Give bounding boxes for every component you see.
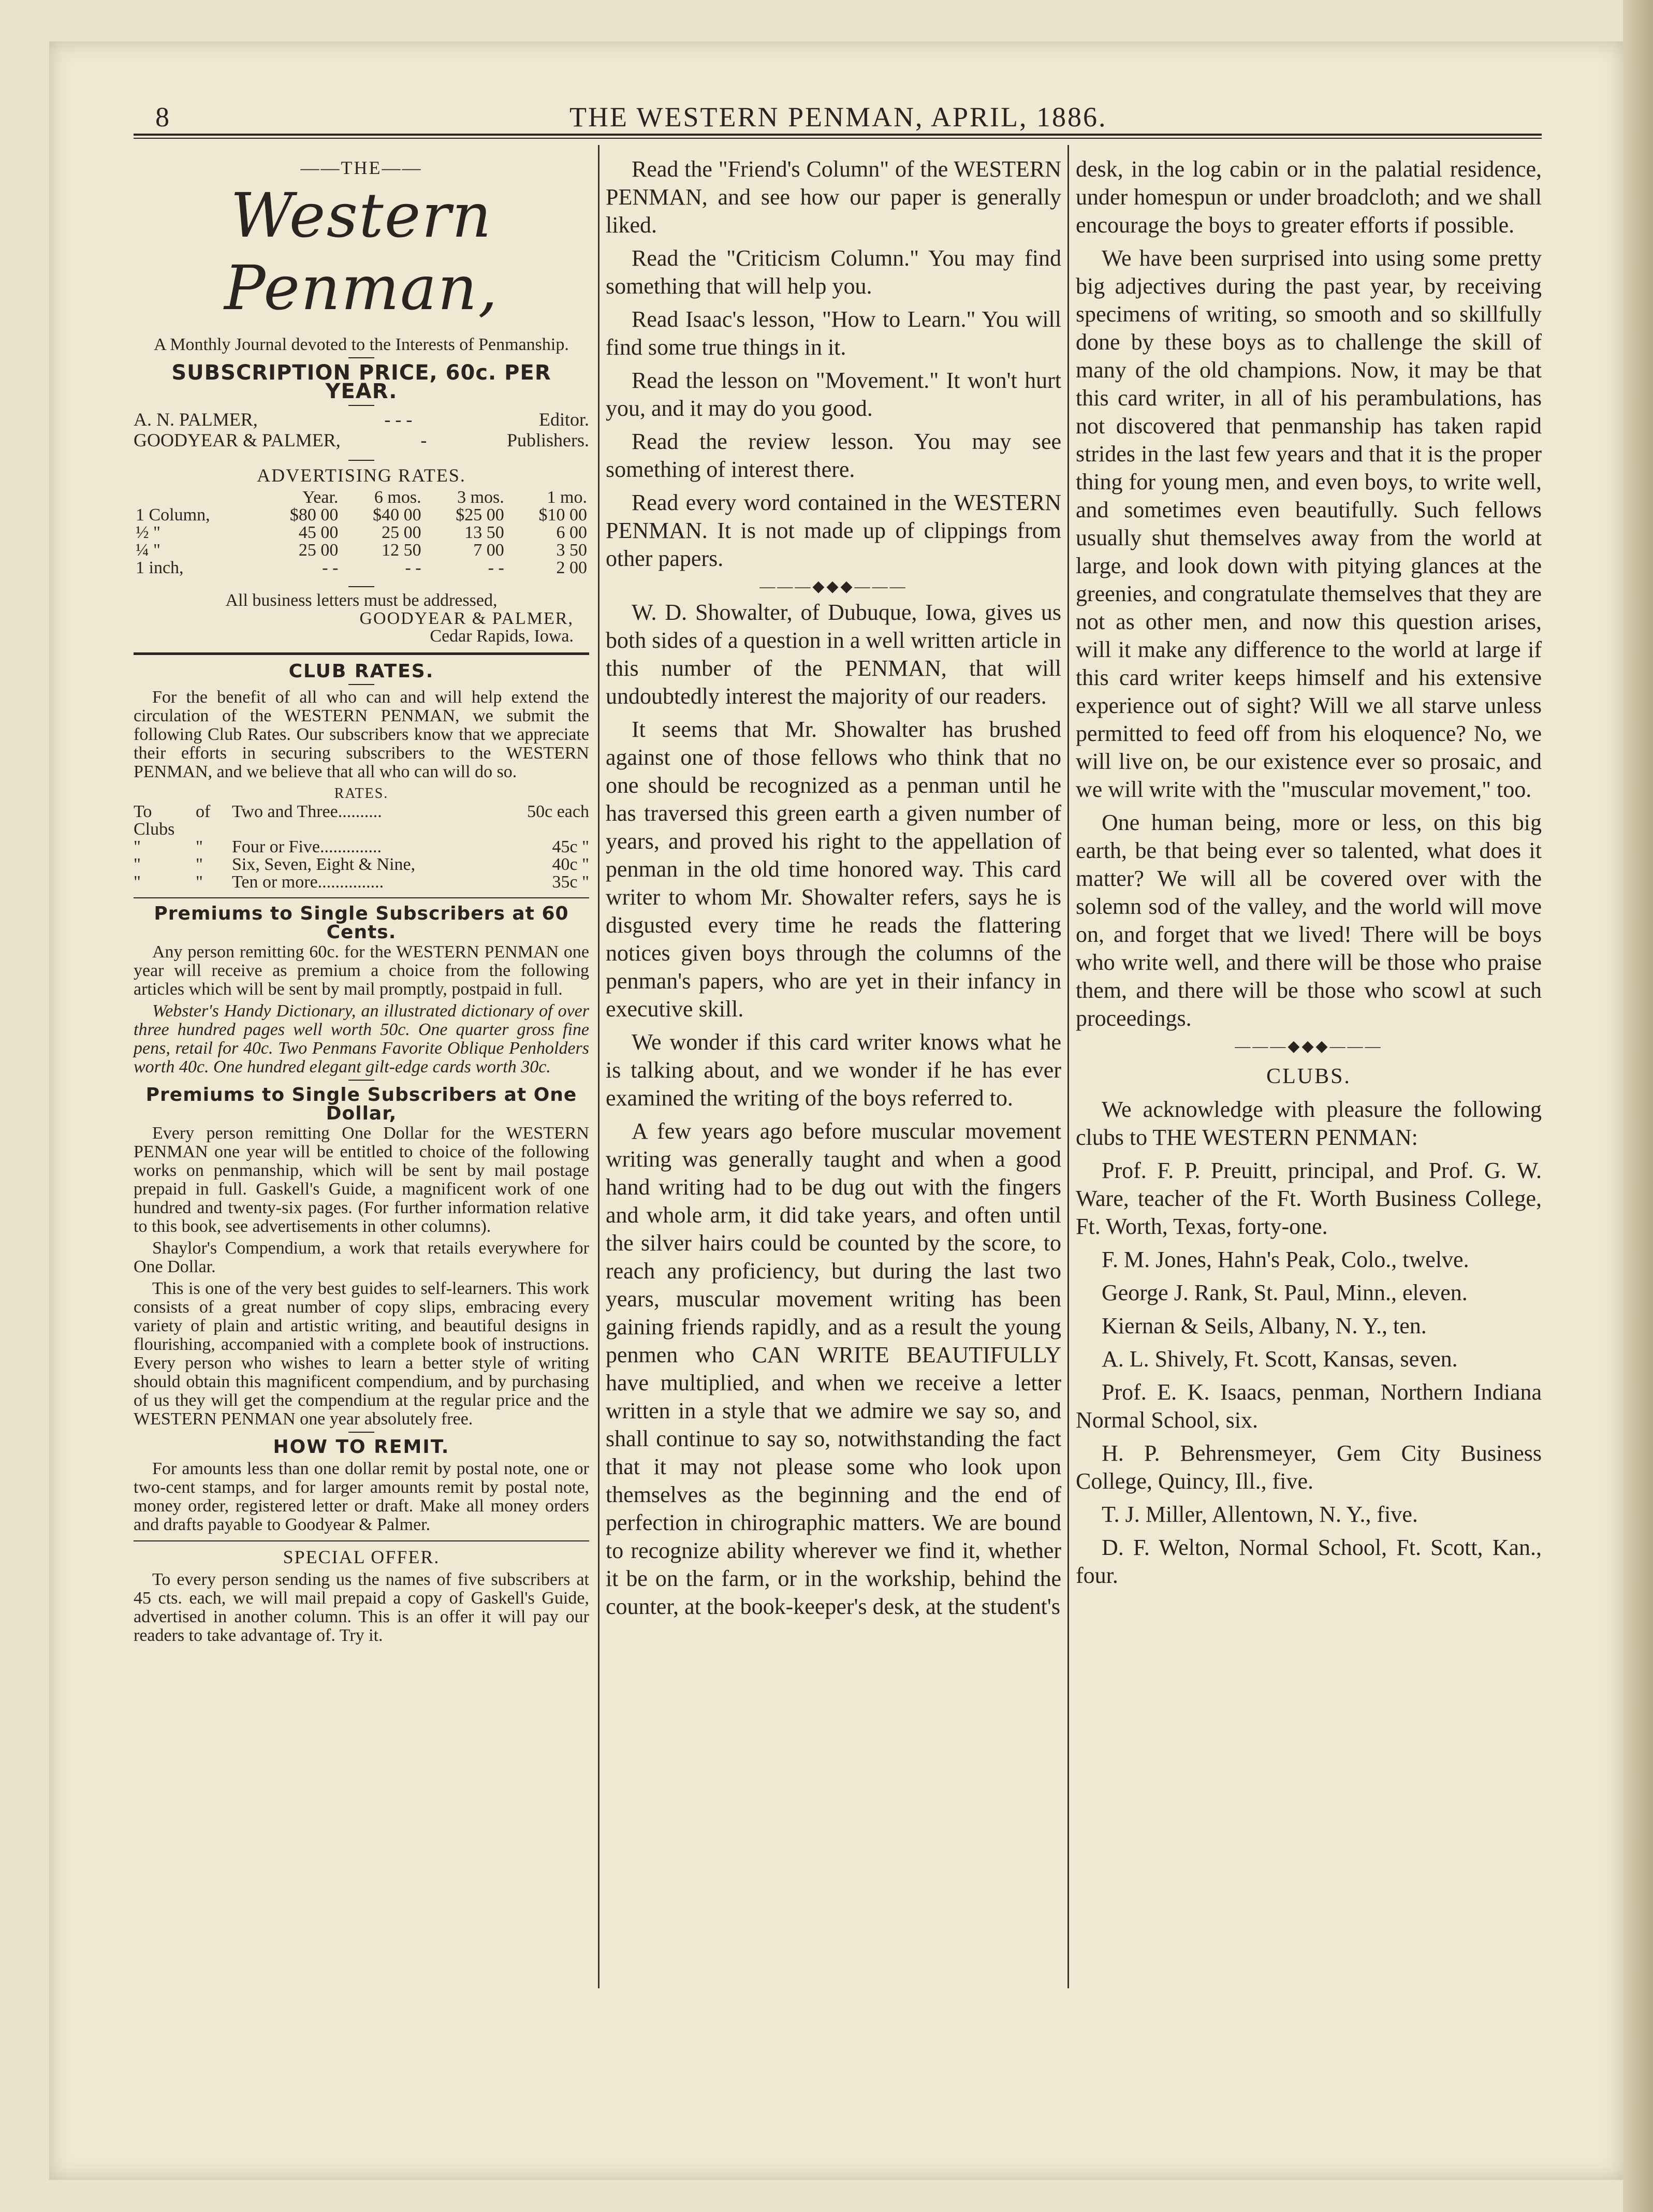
table-cell bbox=[134, 489, 257, 506]
list-item: D. F. Welton, Normal School, Ft. Scott, Kan., four. bbox=[1076, 1535, 1542, 1588]
subscription-price: SUBSCRIPTION PRICE, 60c. PER YEAR. bbox=[171, 361, 551, 403]
publisher-role: Publishers. bbox=[506, 430, 589, 450]
table-row bbox=[134, 489, 589, 506]
premiums-dollar-compendium: Shaylor's Compendium, a work that retails everywhere for One Dollar. bbox=[134, 1239, 589, 1276]
clubs-title: CLUBS. bbox=[1266, 1065, 1351, 1088]
paragraph: Read Isaac's lesson, "How to Learn." You will find some true things in it. bbox=[606, 307, 1061, 360]
list-item bbox=[134, 856, 589, 874]
list-item: Prof. F. P. Preuitt, principal, and Prof. G. W. Ware, teacher of the Ft. Worth Business College, Ft. Worth, Texas, forty-one. bbox=[1076, 1158, 1542, 1239]
table-cell: 12 50 bbox=[382, 541, 421, 560]
column-editorial-continued bbox=[1076, 155, 1542, 1595]
table-cell: 2 00 bbox=[556, 558, 587, 577]
paragraph: We wonder if this card writer knows what he is talking about, and we wonder if he has ever examined the writing of the boys referred to. bbox=[606, 1029, 1061, 1111]
tagline: A Monthly Journal devoted to the Interests of Penmanship. bbox=[154, 335, 569, 354]
header-rule bbox=[134, 134, 1542, 136]
club-row-count: Six, Seven, Eight & Nine, bbox=[232, 855, 416, 874]
page-edge-shadow bbox=[1623, 0, 1653, 2212]
list-item: H. P. Behrensmeyer, Gem City Business College, Quincy, Ill., five. bbox=[1076, 1440, 1542, 1494]
special-offer-text: To every person sending us the names of five subscribers at 45 cts. each, we will mail prepaid a copy of Gaskell's Guide, advertised in another column. This is an offer it will pay our readers to take advantage of. Try it. bbox=[134, 1570, 589, 1645]
address-line-2: GOODYEAR & PALMER, bbox=[359, 609, 574, 628]
paragraph: Read the review lesson. You may see something of interest there. bbox=[606, 429, 1061, 482]
club-row-label: " bbox=[134, 872, 141, 892]
table-cell: ¼ " bbox=[136, 541, 160, 560]
ornament-divider: ———◆◆◆——— bbox=[1235, 1038, 1383, 1055]
table-cell: 1 mo. bbox=[547, 488, 587, 507]
editor-dashes: - - - bbox=[384, 409, 413, 430]
paragraph: One human being, more or less, on this big earth, be that being ever so talented, what does it matter? We will all be covered over with the solemn sod of the valley, and the world will move on, and forget that we lived! There will be boys who write well, and there will be those who praise them, and there will be those who scowl at such proceedings. bbox=[1076, 810, 1542, 1031]
paragraph: desk, in the log cabin or in the palatial residence, under homespun or under broadcloth; and we shall encourage the boys to greater efforts if possible. bbox=[1076, 156, 1542, 238]
table-cell: 25 00 bbox=[382, 523, 421, 542]
publisher-name: GOODYEAR & PALMER, bbox=[134, 430, 341, 450]
ornament-divider: ———◆◆◆——— bbox=[759, 578, 908, 595]
table-cell: - - bbox=[322, 558, 339, 577]
table-cell: 6 00 bbox=[556, 523, 587, 542]
list-item bbox=[134, 803, 589, 838]
editor-name: A. N. PALMER, bbox=[134, 409, 258, 430]
section-rule bbox=[134, 652, 589, 655]
table-cell: 6 mos. bbox=[374, 488, 421, 507]
list-item bbox=[134, 874, 589, 891]
address-line-3: Cedar Rapids, Iowa. bbox=[430, 627, 574, 646]
column-masthead bbox=[134, 155, 589, 1648]
list-item: A. L. Shively, Ft. Scott, Kansas, seven. bbox=[1102, 1346, 1458, 1372]
special-offer-title: SPECIAL OFFER. bbox=[283, 1547, 440, 1567]
club-row-count: Ten or more............... bbox=[232, 872, 384, 892]
list-item: T. J. Miller, Allentown, N. Y., five. bbox=[1102, 1502, 1418, 1527]
list-item bbox=[134, 838, 589, 856]
short-dash bbox=[348, 586, 374, 587]
paragraph: A few years ago before muscular movement writing was generally taught and when a good hand writing had to be dug out with the fingers and whole arm, it did take years, and often until the silver hairs could be counted by the score, to reach any proficiency, but during the last two years, muscular movement writing has been gaining friends rapidly, and as a result the young penmen who CAN WRITE BEAUTIFULLY have multiplied, and when we receive a letter written in a style that we admire we say so, and shall continue to say so, notwithstanding the fact that it may not please some who look upon themselves as the beginning and the end of perfection in chirographic matters. We are bound to recognize ability wherever we find it, whether it be on the farm, or in the workship, behind the counter, at the book-keeper's desk, at the student's bbox=[606, 1118, 1061, 1619]
table-cell: $40 00 bbox=[373, 505, 421, 525]
table-row bbox=[134, 506, 589, 524]
club-row-price: 40c " bbox=[552, 855, 589, 874]
list-item: We acknowledge with pleasure the following clubs to THE WESTERN PENMAN: bbox=[1076, 1097, 1542, 1150]
publisher-line bbox=[134, 430, 589, 450]
paragraph: Read the "Criticism Column." You may find something that will help you. bbox=[606, 245, 1061, 299]
how-to-remit-title: HOW TO REMIT. bbox=[273, 1436, 450, 1458]
table-cell: 1 inch, bbox=[136, 558, 184, 577]
club-row-count: Two and Three.......... bbox=[232, 802, 382, 821]
club-row-count: Four or Five.............. bbox=[232, 837, 382, 856]
club-rates-title: CLUB RATES. bbox=[288, 661, 434, 682]
club-row-label: To Clubs bbox=[134, 802, 175, 839]
paragraph: Read every word contained in the WESTERN PENMAN. It is not made up of clippings from other papers. bbox=[606, 490, 1061, 571]
table-row bbox=[134, 542, 589, 559]
premiums-dollar-description: This is one of the very best guides to self-learners. This work consists of a great number of copy slips, embracing every variety of plain and artistic writing, and beautiful designs in flourishing, accompanied with a complete book of instructions. Every person who wishes to learn a better style of writing should obtain this magnificent compendium, and by purchasing of us they will get the compendium at the regular price and the WESTERN PENMAN one year absolutely free. bbox=[134, 1279, 589, 1429]
table-cell: - - bbox=[405, 558, 421, 577]
club-row-price: 50c each bbox=[527, 802, 589, 821]
advertising-rates-title: ADVERTISING RATES. bbox=[257, 465, 466, 486]
column-editorial bbox=[606, 155, 1061, 1626]
premiums-dollar-title: Premiums to Single Subscribers at One Dollar, bbox=[145, 1084, 577, 1124]
paragraph: It seems that Mr. Showalter has brushed against one of those fellows who think that no one should be recognized as a penman until he has traversed this green earth a given number of years, and proved his right to the appellation of penman in the old time honored way. This card writer to whom Mr. Showalter refers, says he is disgusted every time he reads the flattering notices given boys through the columns of the penman's papers, who are yet in their infancy in executive skill. bbox=[606, 717, 1061, 1022]
running-title: THE WESTERN PENMAN, APRIL, 1886. bbox=[569, 101, 1107, 133]
advertising-rates-table bbox=[134, 489, 589, 577]
masthead-title: Western Penman, bbox=[224, 180, 499, 324]
short-dash bbox=[348, 1080, 374, 1081]
club-row-label: " bbox=[134, 855, 141, 874]
table-cell: $80 00 bbox=[289, 505, 339, 525]
header-rule-thin bbox=[134, 138, 1542, 139]
publisher-dash: - bbox=[420, 430, 427, 450]
short-dash bbox=[348, 405, 374, 406]
short-dash bbox=[348, 357, 374, 358]
premiums-60-text: Any person remitting 60c. for the WESTERN PENMAN one year will receive as premium a choice from the following articles which will be sent by mail promptly, postpaid in full. bbox=[134, 942, 589, 999]
address-line-1: All business letters must be addressed, bbox=[225, 591, 498, 610]
club-row-of: " bbox=[196, 872, 203, 892]
club-row-of: of bbox=[196, 802, 211, 821]
club-row-price: 45c " bbox=[552, 837, 589, 856]
column-rule-1 bbox=[598, 145, 599, 1988]
table-cell: $25 00 bbox=[456, 505, 504, 525]
paragraph: Read the "Friend's Column" of the WESTERN PENMAN, and see how our paper is generally liked. bbox=[606, 156, 1061, 238]
section-rule bbox=[134, 897, 589, 898]
table-cell: ½ " bbox=[136, 523, 160, 542]
paragraph: Read the lesson on "Movement." It won't hurt you, and it may do you good. bbox=[606, 368, 1061, 421]
club-row-of: " bbox=[196, 837, 203, 856]
table-cell: - - bbox=[488, 558, 504, 577]
list-item: F. M. Jones, Hahn's Peak, Colo., twelve. bbox=[1102, 1247, 1469, 1272]
table-cell: 3 50 bbox=[556, 541, 587, 560]
section-rule bbox=[134, 1540, 589, 1541]
running-header bbox=[155, 101, 1429, 137]
the-label: ——THE—— bbox=[300, 157, 422, 178]
table-cell: 25 00 bbox=[298, 541, 339, 560]
editor-role: Editor. bbox=[539, 409, 589, 430]
club-row-of: " bbox=[196, 855, 203, 874]
club-row-label: " bbox=[134, 837, 141, 856]
table-cell: 7 00 bbox=[473, 541, 504, 560]
paragraph: W. D. Showalter, of Dubuque, Iowa, gives us both sides of a question in a well written article in this number of the PENMAN, that will undoubtedly interest the majority of our readers. bbox=[606, 600, 1061, 709]
short-dash bbox=[348, 1432, 374, 1433]
list-item: Prof. E. K. Isaacs, penman, Northern Indiana Normal School, six. bbox=[1076, 1379, 1542, 1433]
club-rates-text: For the benefit of all who can and will help extend the circulation of the WESTERN PENMAN, we submit the following Club Rates. Our subscribers know that we appreciate their efforts in securing subscribers to the WESTERN PENMAN, and we believe that all who can will do so. bbox=[134, 688, 589, 781]
list-item: George J. Rank, St. Paul, Minn., eleven. bbox=[1102, 1280, 1468, 1305]
table-cell: 3 mos. bbox=[457, 488, 504, 507]
premiums-dollar-text: Every person remitting One Dollar for the WESTERN PENMAN one year will be entitled to choice of the following works on penmanship, which will be sent by mail postage prepaid in full. Gaskell's Guide, a magnificent work of one hundred and twenty-six pages. (For further information relative to this book, see advertisements in other columns). bbox=[134, 1124, 589, 1236]
club-row-price: 35c " bbox=[552, 872, 589, 892]
short-dash bbox=[348, 684, 374, 685]
premiums-60-title: Premiums to Single Subscribers at 60 Cents. bbox=[154, 903, 569, 943]
table-cell: 13 50 bbox=[464, 523, 504, 542]
paragraph: We have been surprised into using some pretty big adjectives during the past year, by receiving specimens of writing, so smooth and so skillfully done by these boys as to challenge the skill of many of the old champions. Now, it may be that this card writer, in all of his perambulations, has not discovered that penmanship has taken rapid strides in the last few years and that it is the proper thing for young men, and even boys, to write well, and sometimes even beautifully. Such fellows usually shut themselves away from the world at large, and look down with pitying glances at the greenies, and congratulate themselves that they are not as other men, and now this question arises, will it make any difference to the world at large if this card writer keeps himself and his extensive experience out of sight? Will we all starve unless permitted to feed off from his eloquence? No, we will live on, be our existence ever so prosaic, and we will write with the "muscular movement," too. bbox=[1076, 245, 1542, 802]
table-row bbox=[134, 524, 589, 542]
table-cell: Year. bbox=[302, 488, 339, 507]
column-rule-2 bbox=[1067, 145, 1069, 1988]
rates-label: RATES. bbox=[334, 785, 389, 802]
editor-line bbox=[134, 409, 589, 430]
table-cell: $10 00 bbox=[538, 505, 587, 525]
how-to-remit-text: For amounts less than one dollar remit by postal note, one or two-cent stamps, and for larger amounts remit by postal note, money order, registered letter or draft. Make all money orders and drafts payable to Goodyear & Palmer. bbox=[134, 1459, 589, 1534]
table-cell: 45 00 bbox=[298, 523, 339, 542]
table-row bbox=[134, 559, 589, 577]
table-cell: 1 Column, bbox=[136, 505, 210, 525]
list-item: Kiernan & Seils, Albany, N. Y., ten. bbox=[1102, 1313, 1427, 1338]
page-number: 8 bbox=[155, 101, 171, 133]
premiums-60-list: Webster's Handy Dictionary, an illustrated dictionary of over three hundred pages well worth 50c. One quarter gross fine pens, retail for 40c. Two Penmans Favorite Oblique Penholders worth 40c. One hundred elegant gilt-edge cards worth 30c. bbox=[134, 1001, 589, 1076]
short-dash bbox=[348, 460, 374, 461]
